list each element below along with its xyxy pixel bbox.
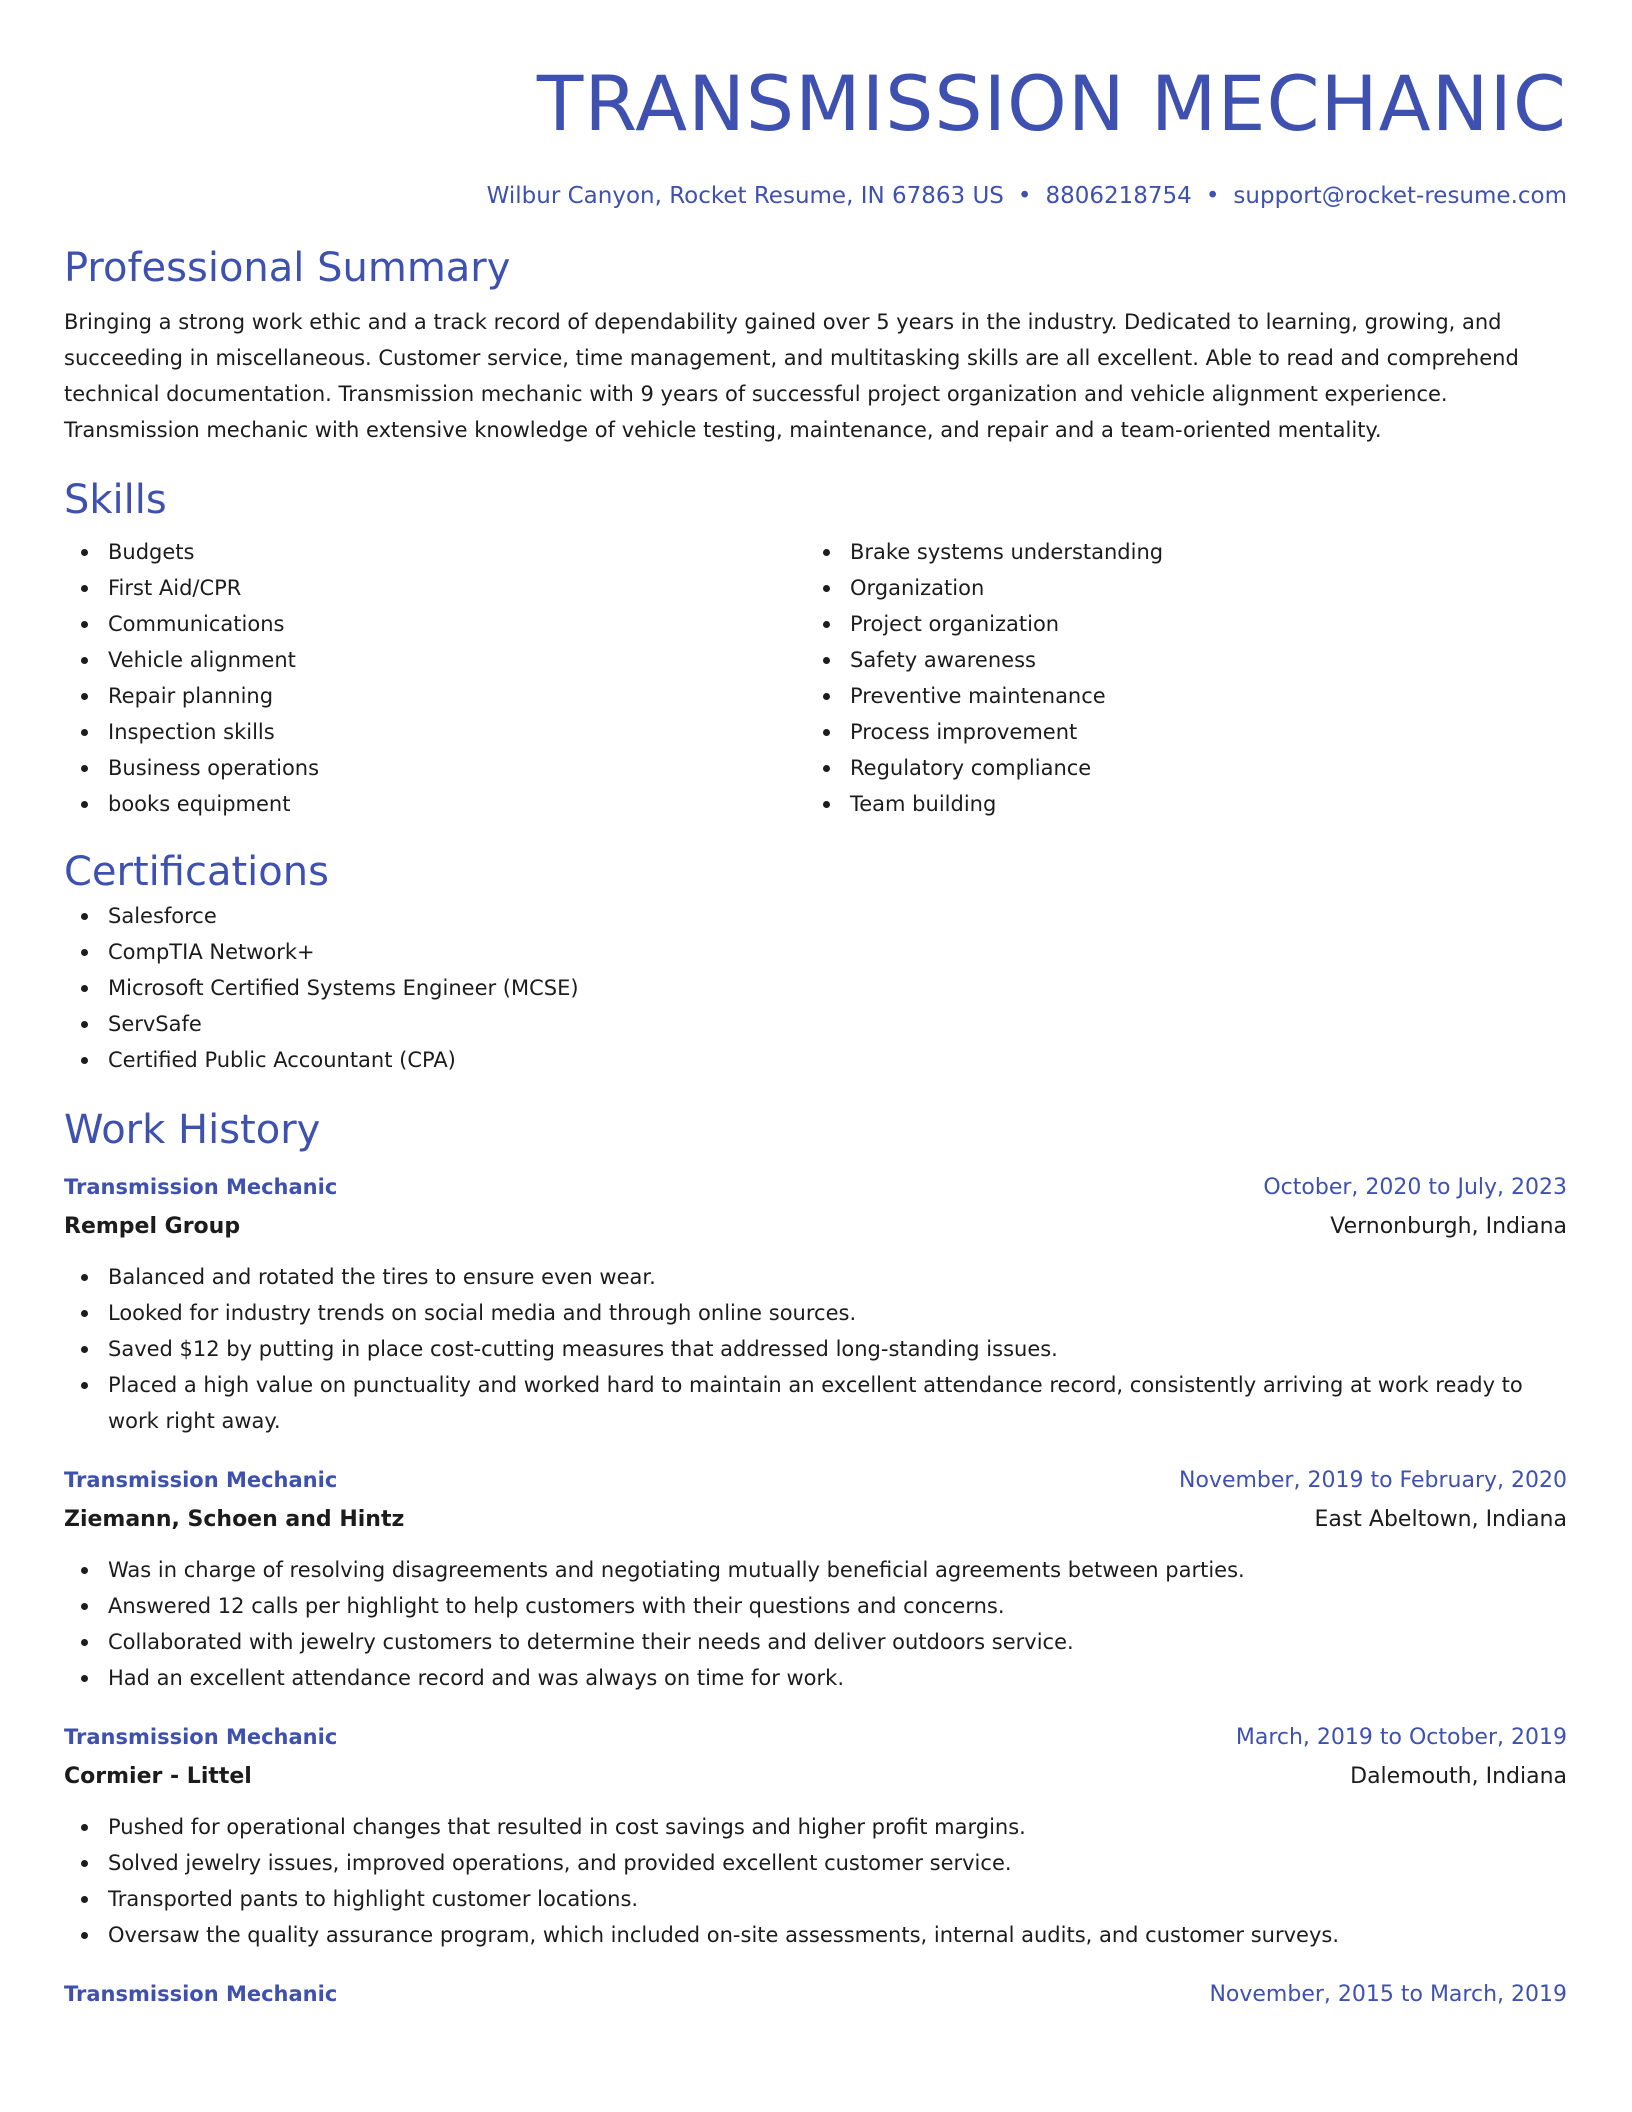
contact-separator: • xyxy=(1205,183,1220,209)
job-bullet: Collaborated with jewelry customers to determine their needs and deliver outdoors service. xyxy=(64,1624,1567,1660)
job-bullet: Balanced and rotated the tires to ensure even wear. xyxy=(64,1259,1567,1295)
skills-column-right xyxy=(806,534,1548,822)
certification-item: Microsoft Certified Systems Engineer (MCSE) xyxy=(64,970,1567,1006)
skill-item: Team building xyxy=(806,786,1548,822)
job-title: Transmission Mechanic xyxy=(64,1982,338,2006)
job-title: Transmission Mechanic xyxy=(64,1468,338,1492)
job-dates: November, 2015 to March, 2019 xyxy=(1209,1982,1567,2007)
skills-column-left xyxy=(64,534,806,822)
skill-item: Safety awareness xyxy=(806,642,1548,678)
skill-item: Business operations xyxy=(64,750,806,786)
contact-line xyxy=(64,180,1567,212)
job-title: Transmission Mechanic xyxy=(64,1175,338,1199)
certification-item: ServSafe xyxy=(64,1006,1567,1042)
job-company: Ziemann, Schoen and Hintz xyxy=(64,1507,405,1532)
skill-item: Repair planning xyxy=(64,678,806,714)
job-company: Cormier - Littel xyxy=(64,1764,252,1789)
job-entry xyxy=(64,1461,1567,1696)
resume-name: TRANSMISSION MECHANIC xyxy=(536,59,1567,148)
contact-phone: 8806218754 xyxy=(1045,183,1192,209)
skill-item: Brake systems understanding xyxy=(806,534,1548,570)
certification-item: Certified Public Accountant (CPA) xyxy=(64,1042,1567,1078)
job-bullet: Looked for industry trends on social media and through online sources. xyxy=(64,1295,1567,1331)
job-entry xyxy=(64,1975,1567,2014)
job-company: Rempel Group xyxy=(64,1214,241,1239)
job-bullet: Answered 12 calls per highlight to help customers with their questions and concerns. xyxy=(64,1588,1567,1624)
certifications-heading: Certifications xyxy=(64,849,329,895)
job-entry xyxy=(64,1718,1567,1953)
job-dates: March, 2019 to October, 2019 xyxy=(1235,1725,1567,1750)
skill-item: Inspection skills xyxy=(64,714,806,750)
contact-separator: • xyxy=(1017,183,1032,209)
skills-grid xyxy=(64,534,1567,822)
resume-page xyxy=(64,0,1567,2014)
job-entry xyxy=(64,1168,1567,1439)
job-dates: October, 2020 to July, 2023 xyxy=(1263,1175,1567,1200)
job-bullet: Transported pants to highlight customer locations. xyxy=(64,1881,1567,1917)
job-title: Transmission Mechanic xyxy=(64,1725,338,1749)
skill-item: Project organization xyxy=(806,606,1548,642)
skill-item: Communications xyxy=(64,606,806,642)
skill-item: Vehicle alignment xyxy=(64,642,806,678)
job-bullet: Was in charge of resolving disagreements and negotiating mutually beneficial agreements between parties. xyxy=(64,1552,1567,1588)
job-bullet: Saved $12 by putting in place cost-cutting measures that addressed long-standing issues. xyxy=(64,1331,1567,1367)
job-bullet: Placed a high value on punctuality and worked hard to maintain an excellent attendance record, consistently arriving at work ready to work right away. xyxy=(64,1367,1567,1439)
job-location: East Abeltown, Indiana xyxy=(1314,1507,1567,1532)
contact-email: support@rocket-resume.com xyxy=(1233,183,1567,209)
job-bullet: Pushed for operational changes that resulted in cost savings and higher profit margins. xyxy=(64,1809,1567,1845)
job-bullet: Had an excellent attendance record and was always on time for work. xyxy=(64,1660,1567,1696)
certification-item: Salesforce xyxy=(64,898,1567,934)
contact-address: Wilbur Canyon, Rocket Resume, IN 67863 US xyxy=(486,183,1004,209)
job-location: Vernonburgh, Indiana xyxy=(1330,1214,1567,1239)
job-location: Dalemouth, Indiana xyxy=(1350,1764,1567,1789)
summary-heading: Professional Summary xyxy=(64,245,511,291)
skill-item: First Aid/CPR xyxy=(64,570,806,606)
skill-item: books equipment xyxy=(64,786,806,822)
skill-item: Preventive maintenance xyxy=(806,678,1548,714)
work-history-heading: Work History xyxy=(64,1107,321,1153)
skill-item: Process improvement xyxy=(806,714,1548,750)
certification-item: CompTIA Network+ xyxy=(64,934,1567,970)
skill-item: Organization xyxy=(806,570,1548,606)
skills-heading: Skills xyxy=(64,477,167,523)
job-dates: November, 2019 to February, 2020 xyxy=(1179,1468,1567,1493)
skill-item: Regulatory compliance xyxy=(806,750,1548,786)
summary-text: Bringing a strong work ethic and a track record of dependability gained over 5 years in the industry. Dedicated to learning, growing, and succeeding in miscellaneous. Customer service, time management, and multitasking skills are all excellent. Able to read and comprehend technical documentation. Transmission mechanic with 9 years of successful project organization and vehicle alignment experience. Transmission mechanic with extensive knowledge of vehicle testing, maintenance, and repair and a team-oriented mentality. xyxy=(64,310,1519,442)
certifications-list xyxy=(64,898,1567,1078)
skill-item: Budgets xyxy=(64,534,806,570)
job-bullet: Oversaw the quality assurance program, which included on-site assessments, internal audits, and customer surveys. xyxy=(64,1917,1567,1953)
job-bullet: Solved jewelry issues, improved operations, and provided excellent customer service. xyxy=(64,1845,1567,1881)
